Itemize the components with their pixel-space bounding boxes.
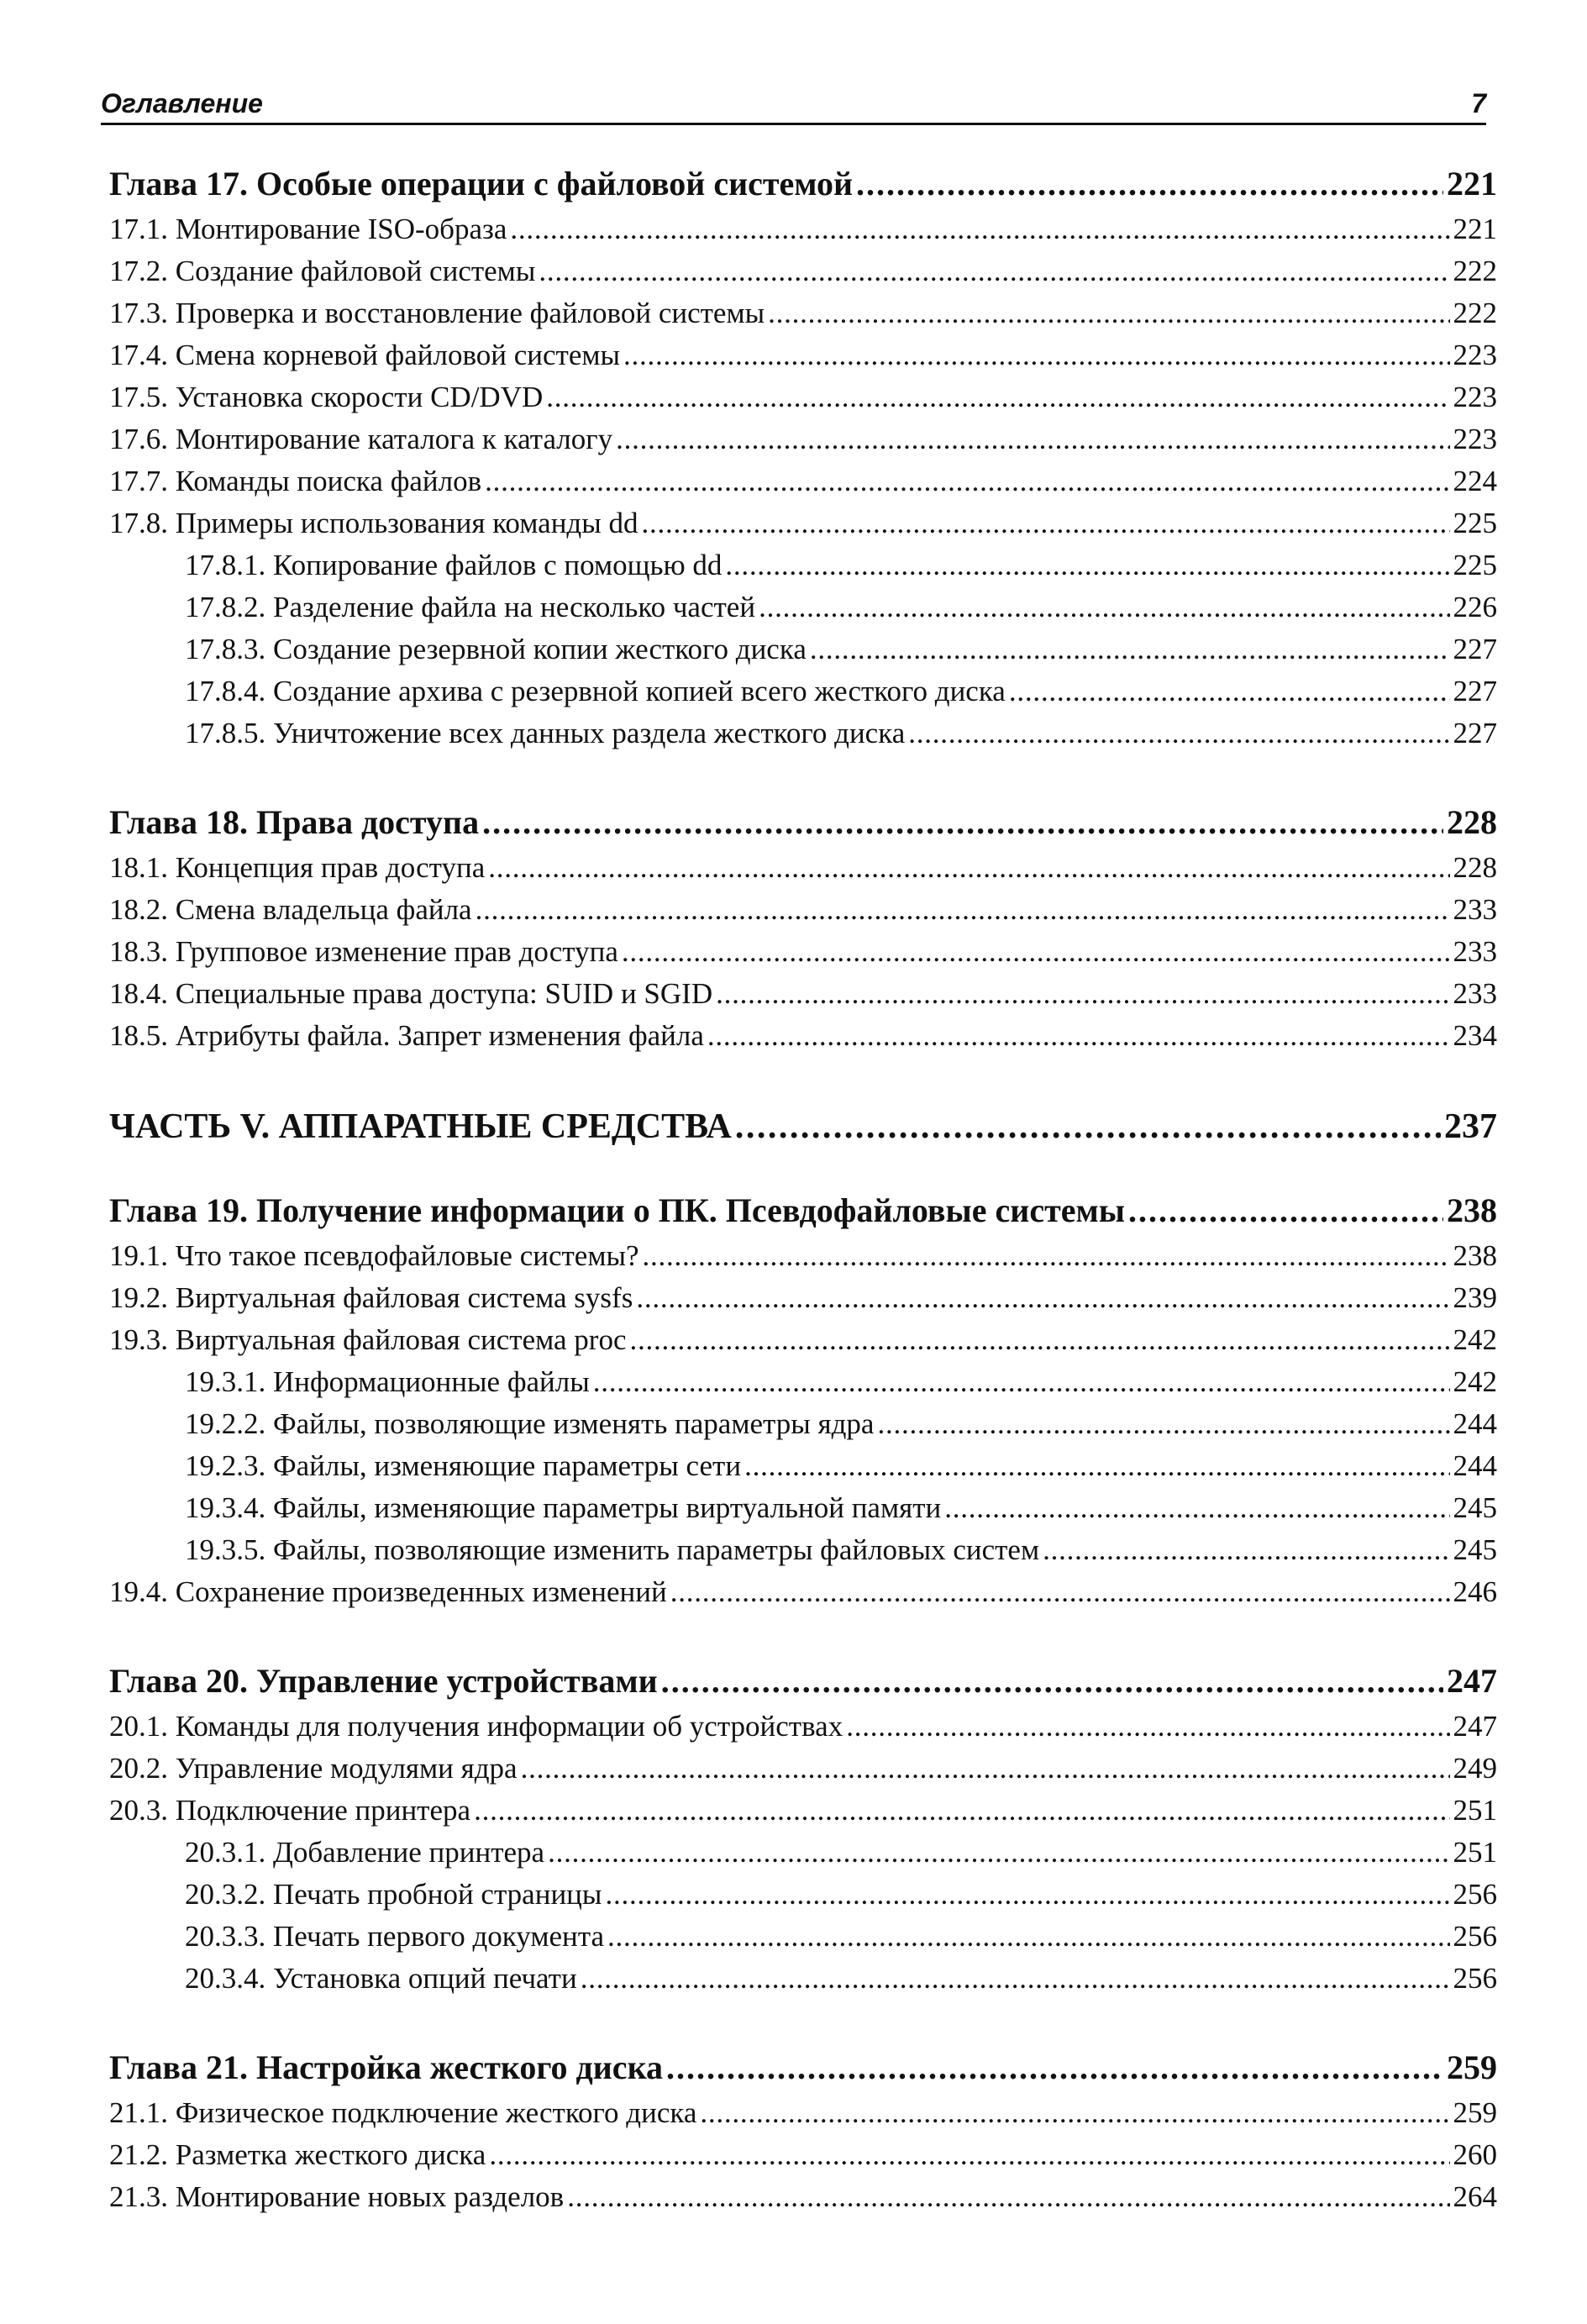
toc-chapter-heading <box>109 2043 1497 2092</box>
toc-subsection <box>109 1916 1497 1958</box>
toc-section <box>109 1790 1497 1832</box>
toc-part <box>109 1101 1497 1153</box>
toc-section <box>109 292 1497 334</box>
toc-page-number: 242 <box>1453 1365 1497 1398</box>
toc-page-number: 223 <box>1453 381 1497 413</box>
toc-entry-title: Глава 20. Управление устройствами <box>109 1662 658 1700</box>
dot-leader <box>474 1790 1449 1832</box>
toc-chapter <box>109 798 1497 1057</box>
toc-section <box>109 1748 1497 1790</box>
toc-subsection <box>109 1487 1497 1529</box>
toc-entry-title: 20.3.1. Добавление принтера <box>185 1836 545 1869</box>
toc-section <box>109 1277 1497 1319</box>
toc-page-number: 233 <box>1453 977 1497 1010</box>
toc-section <box>109 889 1497 931</box>
toc-section <box>109 460 1497 502</box>
toc-entry-title: 17.8.5. Уничтожение всех данных раздела жесткого диска <box>185 717 906 749</box>
dot-leader <box>548 1832 1449 1874</box>
toc-entry-title: 19.2. Виртуальная файловая система sysfs <box>109 1281 633 1314</box>
toc-subsection <box>109 670 1497 712</box>
toc-chapter <box>109 1657 1497 2000</box>
toc-section <box>109 1571 1497 1613</box>
dot-leader <box>622 931 1450 973</box>
toc-page-number: 256 <box>1453 1920 1497 1953</box>
dot-leader <box>510 208 1449 250</box>
toc-page-number: 223 <box>1453 423 1497 455</box>
toc-chapter-heading <box>109 798 1497 847</box>
toc-section <box>109 2134 1497 2176</box>
dot-leader <box>877 1403 1449 1445</box>
dot-leader <box>1009 670 1450 712</box>
toc-page-number: 256 <box>1453 1878 1497 1911</box>
toc-page-number: 245 <box>1453 1533 1497 1566</box>
toc-subsection <box>109 712 1497 755</box>
toc-page-number: 259 <box>1453 2096 1497 2129</box>
dot-leader <box>642 502 1450 544</box>
toc-chapter-heading <box>109 1657 1497 1706</box>
toc-entry-title: 17.7. Команды поиска файлов <box>109 465 482 497</box>
toc-page-number: 227 <box>1453 717 1497 749</box>
toc-entry-title: 21.2. Разметка жесткого диска <box>109 2138 486 2171</box>
toc-entry-title: 19.2.2. Файлы, позволяющие изменять параметры ядра <box>185 1407 875 1440</box>
toc-page-number: 222 <box>1453 297 1497 329</box>
toc-section <box>109 1319 1497 1361</box>
dot-leader <box>856 160 1443 208</box>
dot-leader <box>567 2176 1449 2218</box>
dot-leader <box>661 1657 1443 1706</box>
toc-entry-title: 17.1. Монтирование ISO-образа <box>109 213 507 245</box>
toc-entry-title: 20.3.4. Установка опций печати <box>185 1962 577 1995</box>
dot-leader <box>759 586 1449 628</box>
running-header-page-number: 7 <box>1471 88 1486 118</box>
toc-page-number: 227 <box>1453 633 1497 665</box>
dot-leader <box>546 376 1449 418</box>
toc-entry-title: 19.2.3. Файлы, изменяющие параметры сети <box>185 1449 742 1482</box>
toc-entry-title: 19.3.1. Информационные файлы <box>185 1365 590 1398</box>
toc-entry-title: 20.3. Подключение принтера <box>109 1794 471 1827</box>
toc-subsection <box>109 1832 1497 1874</box>
toc-entry-title: 18.1. Концепция прав доступа <box>109 851 486 884</box>
toc-chapter <box>109 160 1497 755</box>
toc-section <box>109 208 1497 250</box>
toc-page-number: 260 <box>1453 2138 1497 2171</box>
toc-subsection <box>109 586 1497 628</box>
toc-entry-title: 19.3.4. Файлы, изменяющие параметры виртуальной памяти <box>185 1491 942 1524</box>
table-of-contents <box>109 160 1497 2262</box>
dot-leader <box>489 2134 1449 2176</box>
toc-page-number: 224 <box>1453 465 1497 497</box>
toc-part-heading <box>109 1101 1497 1153</box>
toc-page-number: 221 <box>1453 213 1497 245</box>
toc-entry-title: 17.2. Создание файловой системы <box>109 255 536 287</box>
toc-page-number: 244 <box>1453 1407 1497 1440</box>
toc-entry-title: 17.8.3. Создание резервной копии жесткого диска <box>185 633 807 665</box>
toc-page-number: 237 <box>1444 1107 1497 1146</box>
toc-entry-title: 19.1. Что такое псевдофайловые системы? <box>109 1239 639 1272</box>
toc-page-number: 238 <box>1453 1239 1497 1272</box>
toc-section <box>109 418 1497 460</box>
toc-page-number: 247 <box>1447 1662 1497 1700</box>
dot-leader <box>623 334 1449 376</box>
toc-page-number: 256 <box>1453 1962 1497 1995</box>
toc-entry-title: 20.3.3. Печать первого документа <box>185 1920 604 1953</box>
dot-leader <box>482 798 1443 847</box>
toc-subsection <box>109 1958 1497 2000</box>
toc-page-number: 227 <box>1453 675 1497 707</box>
toc-subsection <box>109 1361 1497 1403</box>
dot-leader <box>810 628 1450 670</box>
dot-leader <box>539 250 1449 292</box>
toc-section <box>109 1706 1497 1748</box>
toc-entry-title: 17.8. Примеры использования команды dd <box>109 507 638 539</box>
toc-entry-title: 20.2. Управление модулями ядра <box>109 1752 518 1785</box>
toc-page-number: 228 <box>1447 803 1497 841</box>
toc-page-number: 233 <box>1453 935 1497 968</box>
dot-leader <box>707 1015 1450 1057</box>
dot-leader <box>1128 1186 1443 1235</box>
running-header <box>101 77 1486 125</box>
toc-entry-title: 21.3. Монтирование новых разделов <box>109 2180 565 2213</box>
toc-section <box>109 973 1497 1015</box>
toc-section <box>109 2176 1497 2218</box>
toc-page-number: 238 <box>1447 1191 1497 1229</box>
running-header-title: Оглавление <box>101 88 263 118</box>
toc-entry-title: 19.3. Виртуальная файловая система proc <box>109 1323 627 1356</box>
dot-leader <box>485 460 1449 502</box>
dot-leader <box>593 1361 1450 1403</box>
toc-entry-title: 20.1. Команды для получения информации об устройствах <box>109 1710 843 1743</box>
toc-page-number: 264 <box>1453 2180 1497 2213</box>
dot-leader <box>735 1101 1441 1153</box>
dot-leader <box>616 418 1449 460</box>
toc-entry-title: 18.4. Специальные права доступа: SUID и SGID <box>109 977 713 1010</box>
toc-subsection <box>109 1529 1497 1571</box>
toc-entry-title: 21.1. Физическое подключение жесткого диска <box>109 2096 697 2129</box>
toc-page-number: 251 <box>1453 1794 1497 1827</box>
toc-section <box>109 2092 1497 2134</box>
dot-leader <box>725 544 1449 586</box>
toc-entry-title: 17.5. Установка скорости CD/DVD <box>109 381 544 413</box>
toc-page-number: 247 <box>1453 1710 1497 1743</box>
dot-leader <box>607 1916 1450 1958</box>
dot-leader <box>666 2043 1443 2092</box>
dot-leader <box>643 1235 1450 1277</box>
toc-page-number: 226 <box>1453 591 1497 623</box>
dot-leader <box>944 1487 1449 1529</box>
toc-section <box>109 847 1497 889</box>
toc-subsection <box>109 544 1497 586</box>
dot-leader <box>700 2092 1449 2134</box>
toc-page-number: 242 <box>1453 1323 1497 1356</box>
toc-page-number: 228 <box>1453 851 1497 884</box>
toc-chapter-heading <box>109 1186 1497 1235</box>
toc-entry-title: 18.2. Смена владельца файла <box>109 893 472 926</box>
dot-leader <box>1043 1529 1449 1571</box>
toc-page-number: 221 <box>1447 165 1497 202</box>
dot-leader <box>605 1874 1449 1916</box>
toc-entry-title: 17.8.1. Копирование файлов с помощью dd <box>185 549 723 581</box>
toc-entry-title: 19.4. Сохранение произведенных изменений <box>109 1575 667 1608</box>
toc-entry-title: ЧАСТЬ V. АППАРАТНЫЕ СРЕДСТВА <box>109 1107 732 1146</box>
toc-section <box>109 502 1497 544</box>
dot-leader <box>488 847 1449 889</box>
toc-entry-title: 17.3. Проверка и восстановление файловой системы <box>109 297 765 329</box>
toc-subsection <box>109 1445 1497 1487</box>
toc-page-number: 246 <box>1453 1575 1497 1608</box>
toc-entry-title: 17.6. Монтирование каталога к каталогу <box>109 423 613 455</box>
toc-chapter <box>109 2043 1497 2218</box>
toc-page-number: 234 <box>1453 1019 1497 1052</box>
toc-subsection <box>109 1874 1497 1916</box>
toc-subsection <box>109 1403 1497 1445</box>
dot-leader <box>768 292 1449 334</box>
toc-section <box>109 250 1497 292</box>
toc-entry-title: Глава 17. Особые операции с файловой системой <box>109 165 854 202</box>
toc-page-number: 259 <box>1447 2048 1497 2086</box>
toc-page-number: 222 <box>1453 255 1497 287</box>
toc-entry-title: 17.8.2. Разделение файла на несколько частей <box>185 591 756 623</box>
toc-entry-title: 18.5. Атрибуты файла. Запрет изменения файла <box>109 1019 704 1052</box>
toc-entry-title: 17.4. Смена корневой файловой системы <box>109 339 621 371</box>
dot-leader <box>636 1277 1449 1319</box>
toc-section <box>109 334 1497 376</box>
dot-leader <box>630 1319 1450 1361</box>
toc-entry-title: Глава 21. Настройка жесткого диска <box>109 2048 664 2086</box>
dot-leader <box>476 889 1450 931</box>
toc-entry-title: 19.3.5. Файлы, позволяющие изменить параметры файловых систем <box>185 1533 1040 1566</box>
toc-page-number: 251 <box>1453 1836 1497 1869</box>
dot-leader <box>581 1958 1450 2000</box>
toc-entry-title: Глава 18. Права доступа <box>109 803 480 841</box>
toc-page-number: 225 <box>1453 549 1497 581</box>
dot-leader <box>744 1445 1449 1487</box>
dot-leader <box>716 973 1449 1015</box>
dot-leader <box>908 712 1449 755</box>
toc-entry-title: 17.8.4. Создание архива с резервной копией всего жесткого диска <box>185 675 1006 707</box>
dot-leader <box>846 1706 1449 1748</box>
toc-section <box>109 376 1497 418</box>
toc-page-number: 225 <box>1453 507 1497 539</box>
toc-page-number: 244 <box>1453 1449 1497 1482</box>
dot-leader <box>670 1571 1450 1613</box>
toc-subsection <box>109 628 1497 670</box>
toc-section <box>109 931 1497 973</box>
toc-page-number: 239 <box>1453 1281 1497 1314</box>
toc-page-number: 249 <box>1453 1752 1497 1785</box>
toc-page-number: 233 <box>1453 893 1497 926</box>
toc-page-number: 223 <box>1453 339 1497 371</box>
toc-section <box>109 1235 1497 1277</box>
toc-section <box>109 1015 1497 1057</box>
toc-entry-title: Глава 19. Получение информации о ПК. Псевдофайловые системы <box>109 1191 1125 1229</box>
toc-chapter <box>109 1186 1497 1613</box>
toc-entry-title: 18.3. Групповое изменение прав доступа <box>109 935 618 968</box>
toc-chapter-heading <box>109 160 1497 208</box>
toc-entry-title: 20.3.2. Печать пробной страницы <box>185 1878 602 1911</box>
toc-page-number: 245 <box>1453 1491 1497 1524</box>
dot-leader <box>521 1748 1450 1790</box>
